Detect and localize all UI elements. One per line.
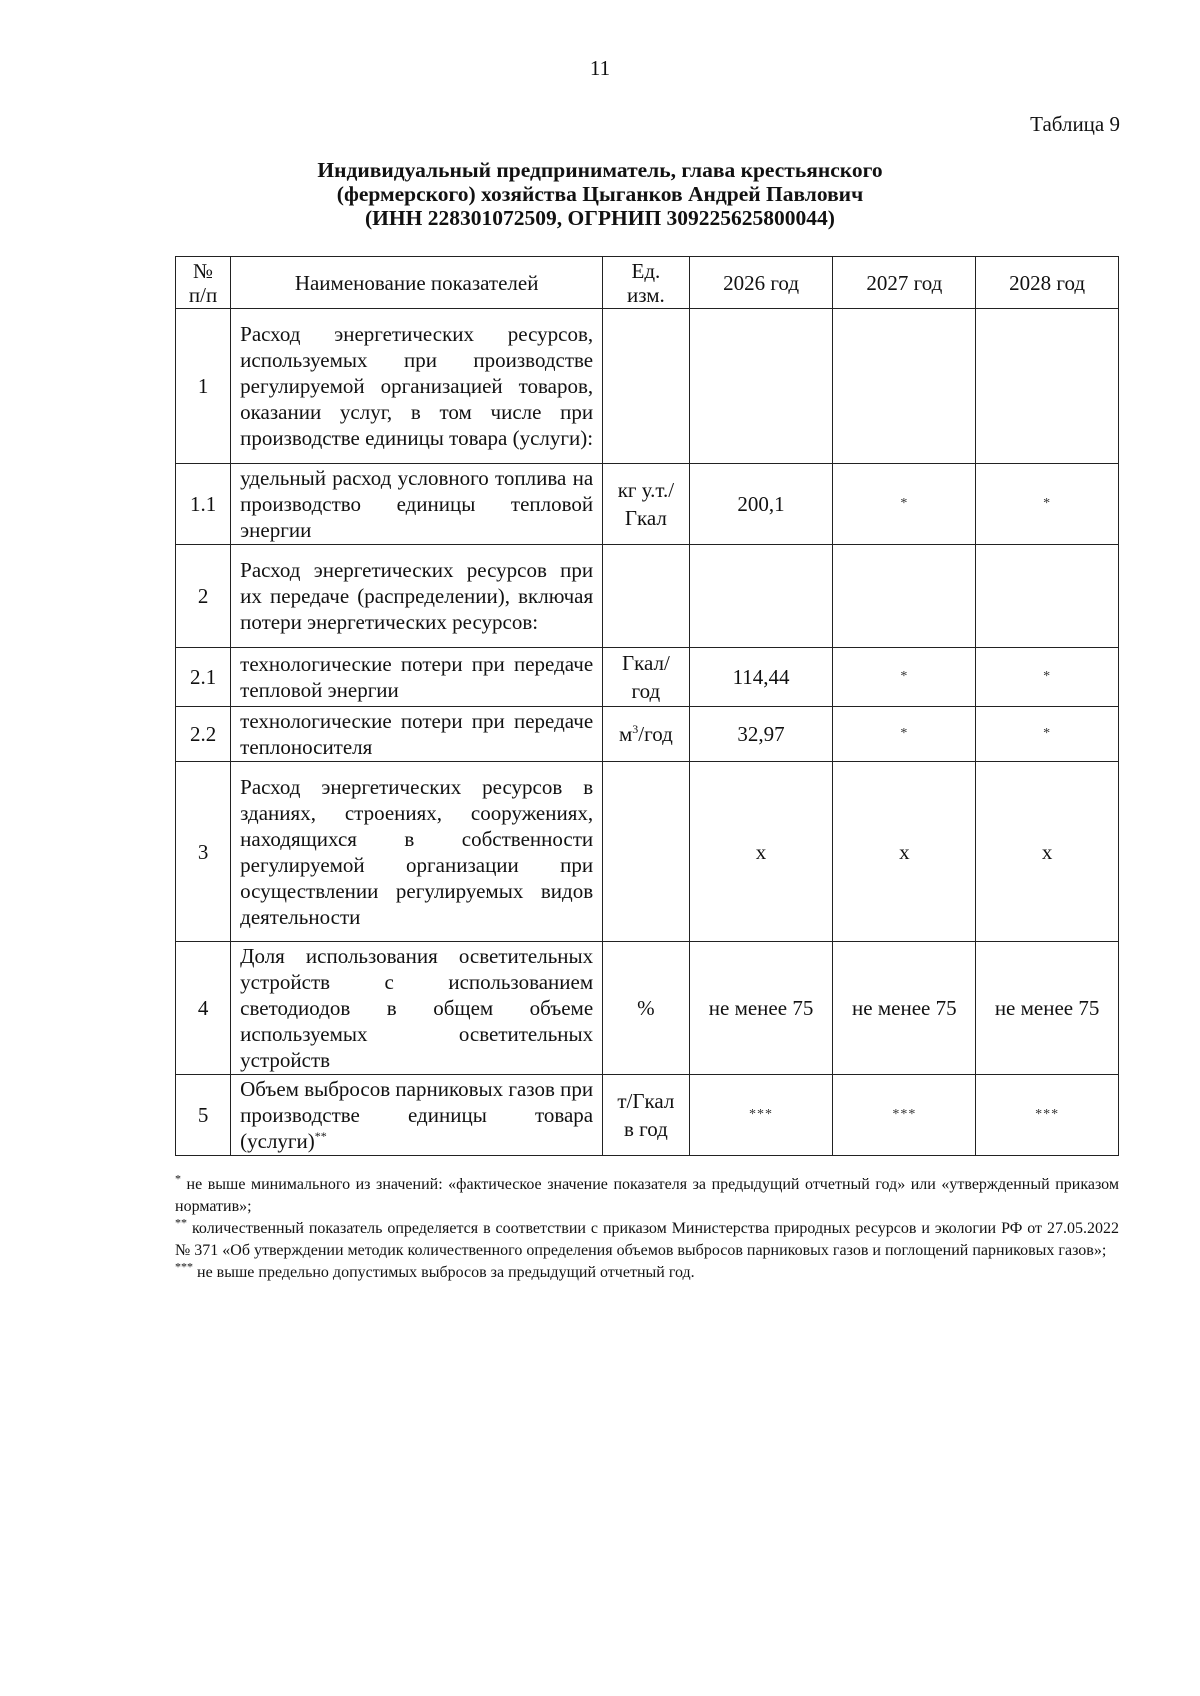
row-value-2028	[976, 545, 1119, 648]
row-name: Расход энергетических ресурсов в зданиях, строениях, сооружениях, находящихся в собственности регулируемой организации при осуществлении регулируемых видов деятельности	[231, 762, 603, 942]
row-value-2026: не менее 75	[689, 942, 833, 1075]
row-value-2027: ***	[833, 1075, 976, 1156]
row-value-2027	[833, 309, 976, 464]
footnote-mark: **	[175, 1215, 187, 1230]
row-unit	[603, 762, 690, 942]
footnote-mark: *	[175, 1171, 181, 1186]
row-unit: Гкал/ год	[603, 648, 690, 707]
unit-rest: /год	[638, 722, 673, 746]
row-value-2027: х	[833, 762, 976, 942]
page-number: 11	[589, 56, 611, 80]
row-num: 1.1	[176, 464, 231, 545]
row-unit	[603, 309, 690, 464]
header-unit: Ед. изм.	[603, 257, 690, 309]
row-name: технологические потери при передаче тепловой энергии	[231, 648, 603, 707]
header-2027: 2027 год	[833, 257, 976, 309]
row-unit: %	[603, 942, 690, 1075]
footnote-1	[175, 1171, 1119, 1218]
table-row	[176, 648, 1119, 707]
row-num: 2.2	[176, 707, 231, 762]
header-2026: 2026 год	[689, 257, 833, 309]
row-unit: т/Гкал в год	[603, 1075, 690, 1156]
row-value-2028: *	[976, 648, 1119, 707]
row-name: Расход энергетических ресурсов при их передаче (распределении), включая потери энергетических ресурсов:	[231, 545, 603, 648]
row-unit	[603, 545, 690, 648]
row-num: 3	[176, 762, 231, 942]
row-name: удельный расход условного топлива на производство единицы тепловой энергии	[231, 464, 603, 545]
row-num: 2	[176, 545, 231, 648]
row-value-2026	[689, 309, 833, 464]
unit-exponent: 3	[632, 722, 639, 736]
row-value-2028: ***	[976, 1075, 1119, 1156]
indicators-table	[175, 256, 1119, 1156]
table-header-row	[176, 257, 1119, 309]
row-value-2026: х	[689, 762, 833, 942]
footnote-text: количественный показатель определяется в соответствии с приказом Министерства природных ресурсов и экологии РФ от 27.05.2022 № 371 «Об утверждении методик количественного определения объемов выбросов парниковых газов и поглощений парниковых газов»;	[175, 1220, 1119, 1259]
document-title	[180, 158, 1020, 230]
header-num: № п/п	[176, 257, 231, 309]
table-row	[176, 1075, 1119, 1156]
row-name: технологические потери при передаче теплоносителя	[231, 707, 603, 762]
title-line-2: (фермерского) хозяйства Цыганков Андрей Павлович	[336, 182, 864, 206]
row-num: 2.1	[176, 648, 231, 707]
footnote-3	[175, 1259, 1119, 1284]
title-line-1: Индивидуальный предприниматель, глава крестьянского	[317, 158, 883, 182]
row-name-text: Расход энергетических ресурсов, используемых при производстве регулируемой организацией товаров, оказании услуг, в том числе при производстве единицы товара (услуги):	[240, 322, 594, 450]
row-value-2028: *	[976, 707, 1119, 762]
row-value-2027: *	[833, 464, 976, 545]
table-row	[176, 545, 1119, 648]
title-line-3: (ИНН 228301072509, ОГРНИП 309225625800044)	[365, 206, 835, 230]
row-value-2028: *	[976, 464, 1119, 545]
row-value-2028: не менее 75	[976, 942, 1119, 1075]
row-value-2027: не менее 75	[833, 942, 976, 1075]
unit-base: м	[618, 722, 633, 746]
row-num: 1	[176, 309, 231, 464]
row-name	[231, 1075, 603, 1156]
footnote-mark: ***	[175, 1259, 193, 1274]
row-name: Доля использования осветительных устройств с использованием светодиодов в общем объеме используемых осветительных устройств	[231, 942, 603, 1075]
row-value-2028	[976, 309, 1119, 464]
footnotes	[175, 1171, 1119, 1284]
row-value-2028: х	[976, 762, 1119, 942]
table-row	[176, 942, 1119, 1075]
row-name-text: Объем выбросов парниковых газов при производстве единицы товара (услуги)	[240, 1077, 594, 1153]
row-name	[231, 309, 603, 464]
table-row	[176, 707, 1119, 762]
footnote-ref: **	[314, 1129, 327, 1143]
row-value-2026	[689, 545, 833, 648]
header-2028: 2028 год	[976, 257, 1119, 309]
row-unit: кг у.т./ Гкал	[603, 464, 690, 545]
row-unit	[603, 707, 690, 762]
table-row	[176, 464, 1119, 545]
row-value-2026: 32,97	[689, 707, 833, 762]
row-value-2027: *	[833, 707, 976, 762]
row-value-2027	[833, 545, 976, 648]
row-value-2026: 114,44	[689, 648, 833, 707]
row-value-2026: 200,1	[689, 464, 833, 545]
table-row	[176, 762, 1119, 942]
header-name: Наименование показателей	[231, 257, 603, 309]
table-row	[176, 309, 1119, 464]
footnote-2	[175, 1215, 1119, 1262]
row-num: 4	[176, 942, 231, 1075]
table-label: Таблица 9	[1030, 112, 1120, 136]
row-value-2026: ***	[689, 1075, 833, 1156]
row-num: 5	[176, 1075, 231, 1156]
footnote-text: не выше предельно допустимых выбросов за предыдущий отчетный год.	[193, 1264, 695, 1281]
footnote-text: не выше минимального из значений: «фактическое значение показателя за предыдущий отчетный год» или «утвержденный приказом норматив»;	[175, 1176, 1119, 1215]
row-value-2027: *	[833, 648, 976, 707]
